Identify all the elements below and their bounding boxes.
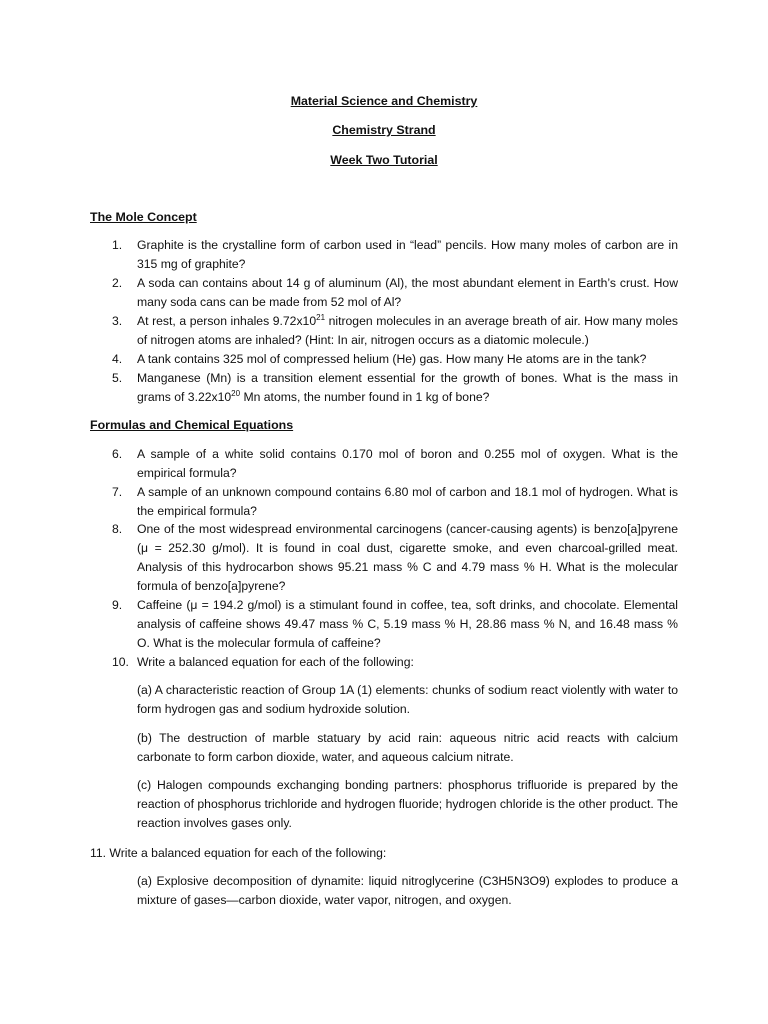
question-3: [90, 312, 678, 350]
exponent: 21: [316, 312, 326, 322]
tutorial-title: Week Two Tutorial: [330, 153, 438, 167]
section-heading-formulas: Formulas and Chemical Equations: [90, 418, 294, 432]
question-number: 3.: [112, 314, 123, 328]
question-4: [90, 350, 678, 369]
course-title: Material Science and Chemistry: [290, 94, 478, 108]
question-text: One of the most widespread environmental carcinogens (cancer-causing agents) is benzo[a]pyrene (μ = 252.30 g/mol). It is found in coal dust, cigarette smoke, and even charcoal-grilled meat. Analysis of this hydrocarbon shows 95.21 mass % C and 4.79 mass % H. What is the molecular formula of benzo[a]pyrene?: [137, 522, 678, 593]
question-10-part-c: (c) Halogen compounds exchanging bonding partners: phosphorus trifluoride is prepared by the reaction of phosphorus trichloride and hydrogen fluoride; hydrogen chloride is the other product. The reaction involves gases only.: [137, 778, 678, 830]
strand-title: Chemistry Strand: [332, 123, 436, 137]
question-number: 10.: [112, 655, 129, 669]
question-text: A tank contains 325 mol of compressed helium (He) gas. How many He atoms are in the tank?: [137, 352, 647, 366]
question-10-part-b: (b) The destruction of marble statuary by acid rain: aqueous nitric acid reacts with calcium carbonate to form carbon dioxide, water, and aqueous calcium nitrate.: [137, 731, 678, 764]
question-text: Write a balanced equation for each of the following:: [137, 655, 414, 669]
question-6: [90, 445, 678, 483]
exponent: 20: [231, 388, 241, 398]
question-text-part: At rest, a person inhales 9.72x10: [137, 314, 317, 328]
question-number: 6.: [112, 447, 123, 461]
question-number: 9.: [112, 598, 123, 612]
question-10: [90, 653, 678, 672]
question-text: Caffeine (μ = 194.2 g/mol) is a stimulant found in coffee, tea, soft drinks, and chocolate. Elemental analysis of caffeine shows 49.47 mass % C, 5.19 mass % H, 28.86 mass % N, and 16.48 mass % O. What is the molecular formula of caffeine?: [137, 598, 678, 650]
question-11: 11. Write a balanced equation for each of the following:: [90, 846, 387, 860]
question-text: A soda can contains about 14 g of aluminum (Al), the most abundant element in Earth’s crust. How many soda cans can be made from 52 mol of Al?: [137, 276, 678, 309]
question-1: [90, 236, 678, 274]
question-2: [90, 274, 678, 312]
question-number: 2.: [112, 276, 123, 290]
question-text: [137, 312, 678, 350]
question-text: A sample of an unknown compound contains 6.80 mol of carbon and 18.1 mol of hydrogen. What is the empirical formula?: [137, 485, 678, 518]
question-11-part-a: (a) Explosive decomposition of dynamite: liquid nitroglycerine (C3H5N3O9) explodes to produce a mixture of gases—carbon dioxide, water vapor, nitrogen, and oxygen.: [137, 874, 678, 907]
question-10-part-a: (a) A characteristic reaction of Group 1A (1) elements: chunks of sodium react violently with water to form hydrogen gas and sodium hydroxide solution.: [137, 683, 678, 716]
question-text-part: nitrogen molecules in an average breath of air. How many moles of nitrogen atoms are inhaled? (Hint: In air, nitrogen occurs as a diatomic molecule.): [137, 314, 678, 347]
question-8: [90, 520, 678, 596]
question-text: [137, 369, 678, 407]
question-text: A sample of a white solid contains 0.170 mol of boron and 0.255 mol of oxygen. What is the empirical formula?: [137, 447, 678, 480]
question-number: 8.: [112, 522, 123, 536]
question-number: 7.: [112, 485, 123, 499]
question-text-part: Manganese (Mn) is a transition element essential for the growth of bones. What is the mass in grams of 3.22x10: [137, 371, 678, 404]
question-7: [90, 483, 678, 521]
section-heading-mole-concept: The Mole Concept: [90, 210, 197, 224]
question-text-part: Mn atoms, the number found in 1 kg of bone?: [240, 390, 490, 404]
question-number: 1.: [112, 238, 123, 252]
question-9: [90, 596, 678, 653]
question-text: Graphite is the crystalline form of carbon used in “lead” pencils. How many moles of carbon are in 315 mg of graphite?: [137, 238, 678, 271]
question-number: 5.: [112, 371, 123, 385]
question-number: 4.: [112, 352, 123, 366]
question-5: [90, 369, 678, 407]
